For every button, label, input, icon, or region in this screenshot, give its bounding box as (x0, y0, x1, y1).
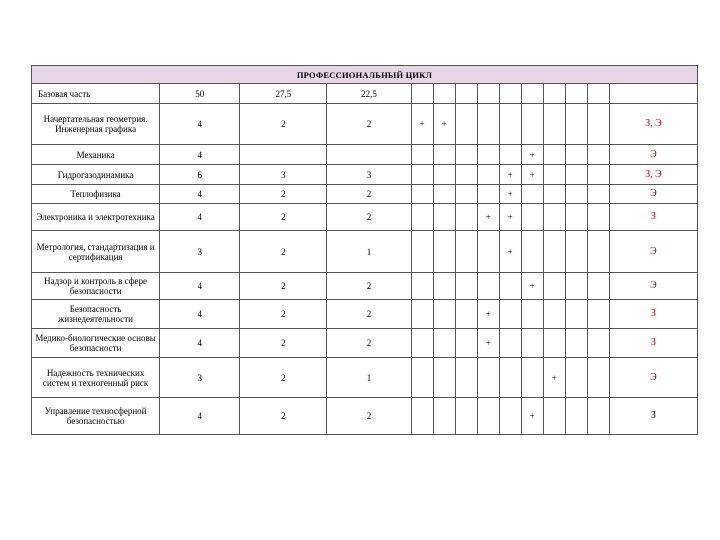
base-mark-cell (455, 84, 477, 104)
semester-mark (455, 231, 477, 273)
base-mark-cell (499, 84, 521, 104)
semester-mark (411, 329, 433, 358)
control-form: З (609, 300, 697, 329)
semester-mark (587, 204, 609, 231)
semester-mark (543, 165, 565, 185)
semester-mark (587, 185, 609, 204)
hours-lectures: 2 (240, 300, 327, 329)
control-form: З (609, 204, 697, 231)
control-form: Э (609, 273, 697, 300)
semester-mark: + (411, 104, 433, 145)
semester-mark: + (521, 273, 543, 300)
semester-mark (521, 329, 543, 358)
hours-lectures: 2 (240, 273, 327, 300)
semester-mark (521, 358, 543, 398)
discipline-row (32, 231, 698, 273)
discipline-row (32, 165, 698, 185)
semester-mark (411, 398, 433, 435)
semester-mark (521, 104, 543, 145)
hours-total: 4 (160, 104, 240, 145)
semester-mark (499, 145, 521, 165)
base-control-cell (609, 84, 697, 104)
semester-mark (477, 185, 499, 204)
semester-mark (455, 300, 477, 329)
base-part-row (32, 84, 698, 104)
semester-mark (411, 165, 433, 185)
semester-mark (455, 204, 477, 231)
semester-mark (411, 231, 433, 273)
control-form: Э (609, 145, 697, 165)
hours-total: 6 (160, 165, 240, 185)
semester-mark (521, 300, 543, 329)
hours-lectures: 3 (240, 165, 327, 185)
semester-mark (565, 398, 587, 435)
discipline-name: Медико-биологические основы безопасности (32, 329, 160, 358)
discipline-row (32, 398, 698, 435)
discipline-name: Метрология, стандартизация и сертификация (32, 231, 160, 273)
semester-mark: + (499, 204, 521, 231)
section-header-row (32, 66, 698, 84)
discipline-name: Надежность технических систем и техногенный риск (32, 358, 160, 398)
semester-mark: + (433, 104, 455, 145)
semester-mark (543, 398, 565, 435)
semester-mark (455, 145, 477, 165)
discipline-name: Управление техносферной безопасностью (32, 398, 160, 435)
hours-total: 4 (160, 145, 240, 165)
control-form: Э (609, 358, 697, 398)
semester-mark (565, 145, 587, 165)
discipline-row (32, 185, 698, 204)
semester-mark (455, 165, 477, 185)
semester-mark: + (499, 231, 521, 273)
semester-mark (587, 273, 609, 300)
control-form: З, Э (609, 104, 697, 145)
semester-mark (587, 300, 609, 329)
discipline-name: Электроника и электротехника (32, 204, 160, 231)
semester-mark (565, 204, 587, 231)
semester-mark (433, 273, 455, 300)
semester-mark (433, 398, 455, 435)
semester-mark (587, 231, 609, 273)
hours-lectures: 2 (240, 185, 327, 204)
hours-total: 3 (160, 231, 240, 273)
semester-mark (587, 358, 609, 398)
semester-mark: + (543, 358, 565, 398)
hours-total: 4 (160, 329, 240, 358)
semester-mark (565, 165, 587, 185)
semester-mark (433, 358, 455, 398)
hours-total: 4 (160, 300, 240, 329)
semester-mark (411, 145, 433, 165)
semester-mark (455, 358, 477, 398)
semester-mark (543, 231, 565, 273)
semester-mark (543, 145, 565, 165)
semester-mark (499, 273, 521, 300)
hours-practice: 1 (327, 231, 411, 273)
base-mark-cell (521, 84, 543, 104)
discipline-row (32, 329, 698, 358)
control-form: Э (609, 185, 697, 204)
curriculum-table (31, 65, 698, 435)
base-mark-cell (433, 84, 455, 104)
semester-mark (543, 273, 565, 300)
semester-mark: + (477, 300, 499, 329)
semester-mark (433, 231, 455, 273)
semester-mark (433, 185, 455, 204)
semester-mark (455, 104, 477, 145)
semester-mark: + (521, 165, 543, 185)
base-part-label: Базовая часть (32, 84, 160, 104)
hours-practice: 2 (327, 273, 411, 300)
semester-mark (565, 358, 587, 398)
base-total: 50 (160, 84, 240, 104)
control-form: З, Э (609, 165, 697, 185)
hours-practice: 3 (327, 165, 411, 185)
discipline-row (32, 358, 698, 398)
hours-total: 4 (160, 204, 240, 231)
semester-mark (477, 358, 499, 398)
semester-mark: + (521, 145, 543, 165)
semester-mark (543, 329, 565, 358)
base-lectures: 27,5 (240, 84, 327, 104)
semester-mark (587, 329, 609, 358)
hours-lectures: 2 (240, 104, 327, 145)
semester-mark (477, 398, 499, 435)
semester-mark (499, 104, 521, 145)
hours-practice: 2 (327, 185, 411, 204)
hours-total: 4 (160, 273, 240, 300)
semester-mark (521, 231, 543, 273)
semester-mark (411, 204, 433, 231)
semester-mark (565, 300, 587, 329)
discipline-name: Теплофизика (32, 185, 160, 204)
semester-mark: + (477, 204, 499, 231)
semester-mark (543, 204, 565, 231)
control-form: З (609, 398, 697, 435)
hours-lectures: 2 (240, 204, 327, 231)
semester-mark: + (521, 398, 543, 435)
hours-practice: 2 (327, 398, 411, 435)
discipline-row (32, 300, 698, 329)
discipline-row (32, 273, 698, 300)
semester-mark (411, 185, 433, 204)
semester-mark (543, 104, 565, 145)
base-mark-cell (411, 84, 433, 104)
semester-mark (565, 273, 587, 300)
hours-lectures: 2 (240, 398, 327, 435)
semester-mark (477, 273, 499, 300)
semester-mark (411, 273, 433, 300)
discipline-name: Безопасность жизнедеятельности (32, 300, 160, 329)
semester-mark: + (499, 165, 521, 185)
semester-mark (455, 398, 477, 435)
hours-lectures: 2 (240, 329, 327, 358)
semester-mark (477, 145, 499, 165)
semester-mark (499, 398, 521, 435)
semester-mark (477, 231, 499, 273)
semester-mark (477, 104, 499, 145)
semester-mark (521, 185, 543, 204)
semester-mark (433, 145, 455, 165)
semester-mark (411, 358, 433, 398)
semester-mark: + (499, 185, 521, 204)
semester-mark (565, 329, 587, 358)
curriculum-sheet (31, 65, 698, 435)
hours-practice: 2 (327, 300, 411, 329)
hours-practice: 2 (327, 329, 411, 358)
semester-mark (587, 165, 609, 185)
semester-mark (455, 329, 477, 358)
semester-mark (565, 104, 587, 145)
hours-practice: 2 (327, 104, 411, 145)
semester-mark (433, 204, 455, 231)
semester-mark (433, 165, 455, 185)
hours-lectures: 2 (240, 358, 327, 398)
hours-practice: 1 (327, 358, 411, 398)
hours-lectures (240, 145, 327, 165)
semester-mark (565, 185, 587, 204)
discipline-row (32, 145, 698, 165)
section-title: ПРОФЕССИОНАЛЬНЫЙ ЦИКЛ (32, 66, 698, 84)
semester-mark: + (477, 329, 499, 358)
hours-practice: 2 (327, 204, 411, 231)
discipline-name: Гидрогазодинамика (32, 165, 160, 185)
discipline-name: Надзор и контроль в сфере безопасности (32, 273, 160, 300)
base-practice: 22,5 (327, 84, 411, 104)
hours-total: 4 (160, 185, 240, 204)
semester-mark (587, 145, 609, 165)
semester-mark (433, 329, 455, 358)
discipline-name: Механика (32, 145, 160, 165)
semester-mark (543, 300, 565, 329)
semester-mark (455, 273, 477, 300)
semester-mark (521, 204, 543, 231)
semester-mark (455, 185, 477, 204)
semester-mark (433, 300, 455, 329)
base-mark-cell (477, 84, 499, 104)
hours-total: 4 (160, 398, 240, 435)
hours-lectures: 2 (240, 231, 327, 273)
hours-practice (327, 145, 411, 165)
semester-mark (499, 358, 521, 398)
semester-mark (565, 231, 587, 273)
base-mark-cell (565, 84, 587, 104)
semester-mark (477, 165, 499, 185)
semester-mark (499, 329, 521, 358)
semester-mark (411, 300, 433, 329)
semester-mark (543, 185, 565, 204)
base-mark-cell (587, 84, 609, 104)
control-form: З (609, 329, 697, 358)
discipline-row (32, 104, 698, 145)
discipline-row (32, 204, 698, 231)
semester-mark (499, 300, 521, 329)
semester-mark (587, 398, 609, 435)
discipline-name: Начертательная геометрия. Инженерная графика (32, 104, 160, 145)
hours-total: 3 (160, 358, 240, 398)
base-mark-cell (543, 84, 565, 104)
semester-mark (587, 104, 609, 145)
control-form: Э (609, 231, 697, 273)
